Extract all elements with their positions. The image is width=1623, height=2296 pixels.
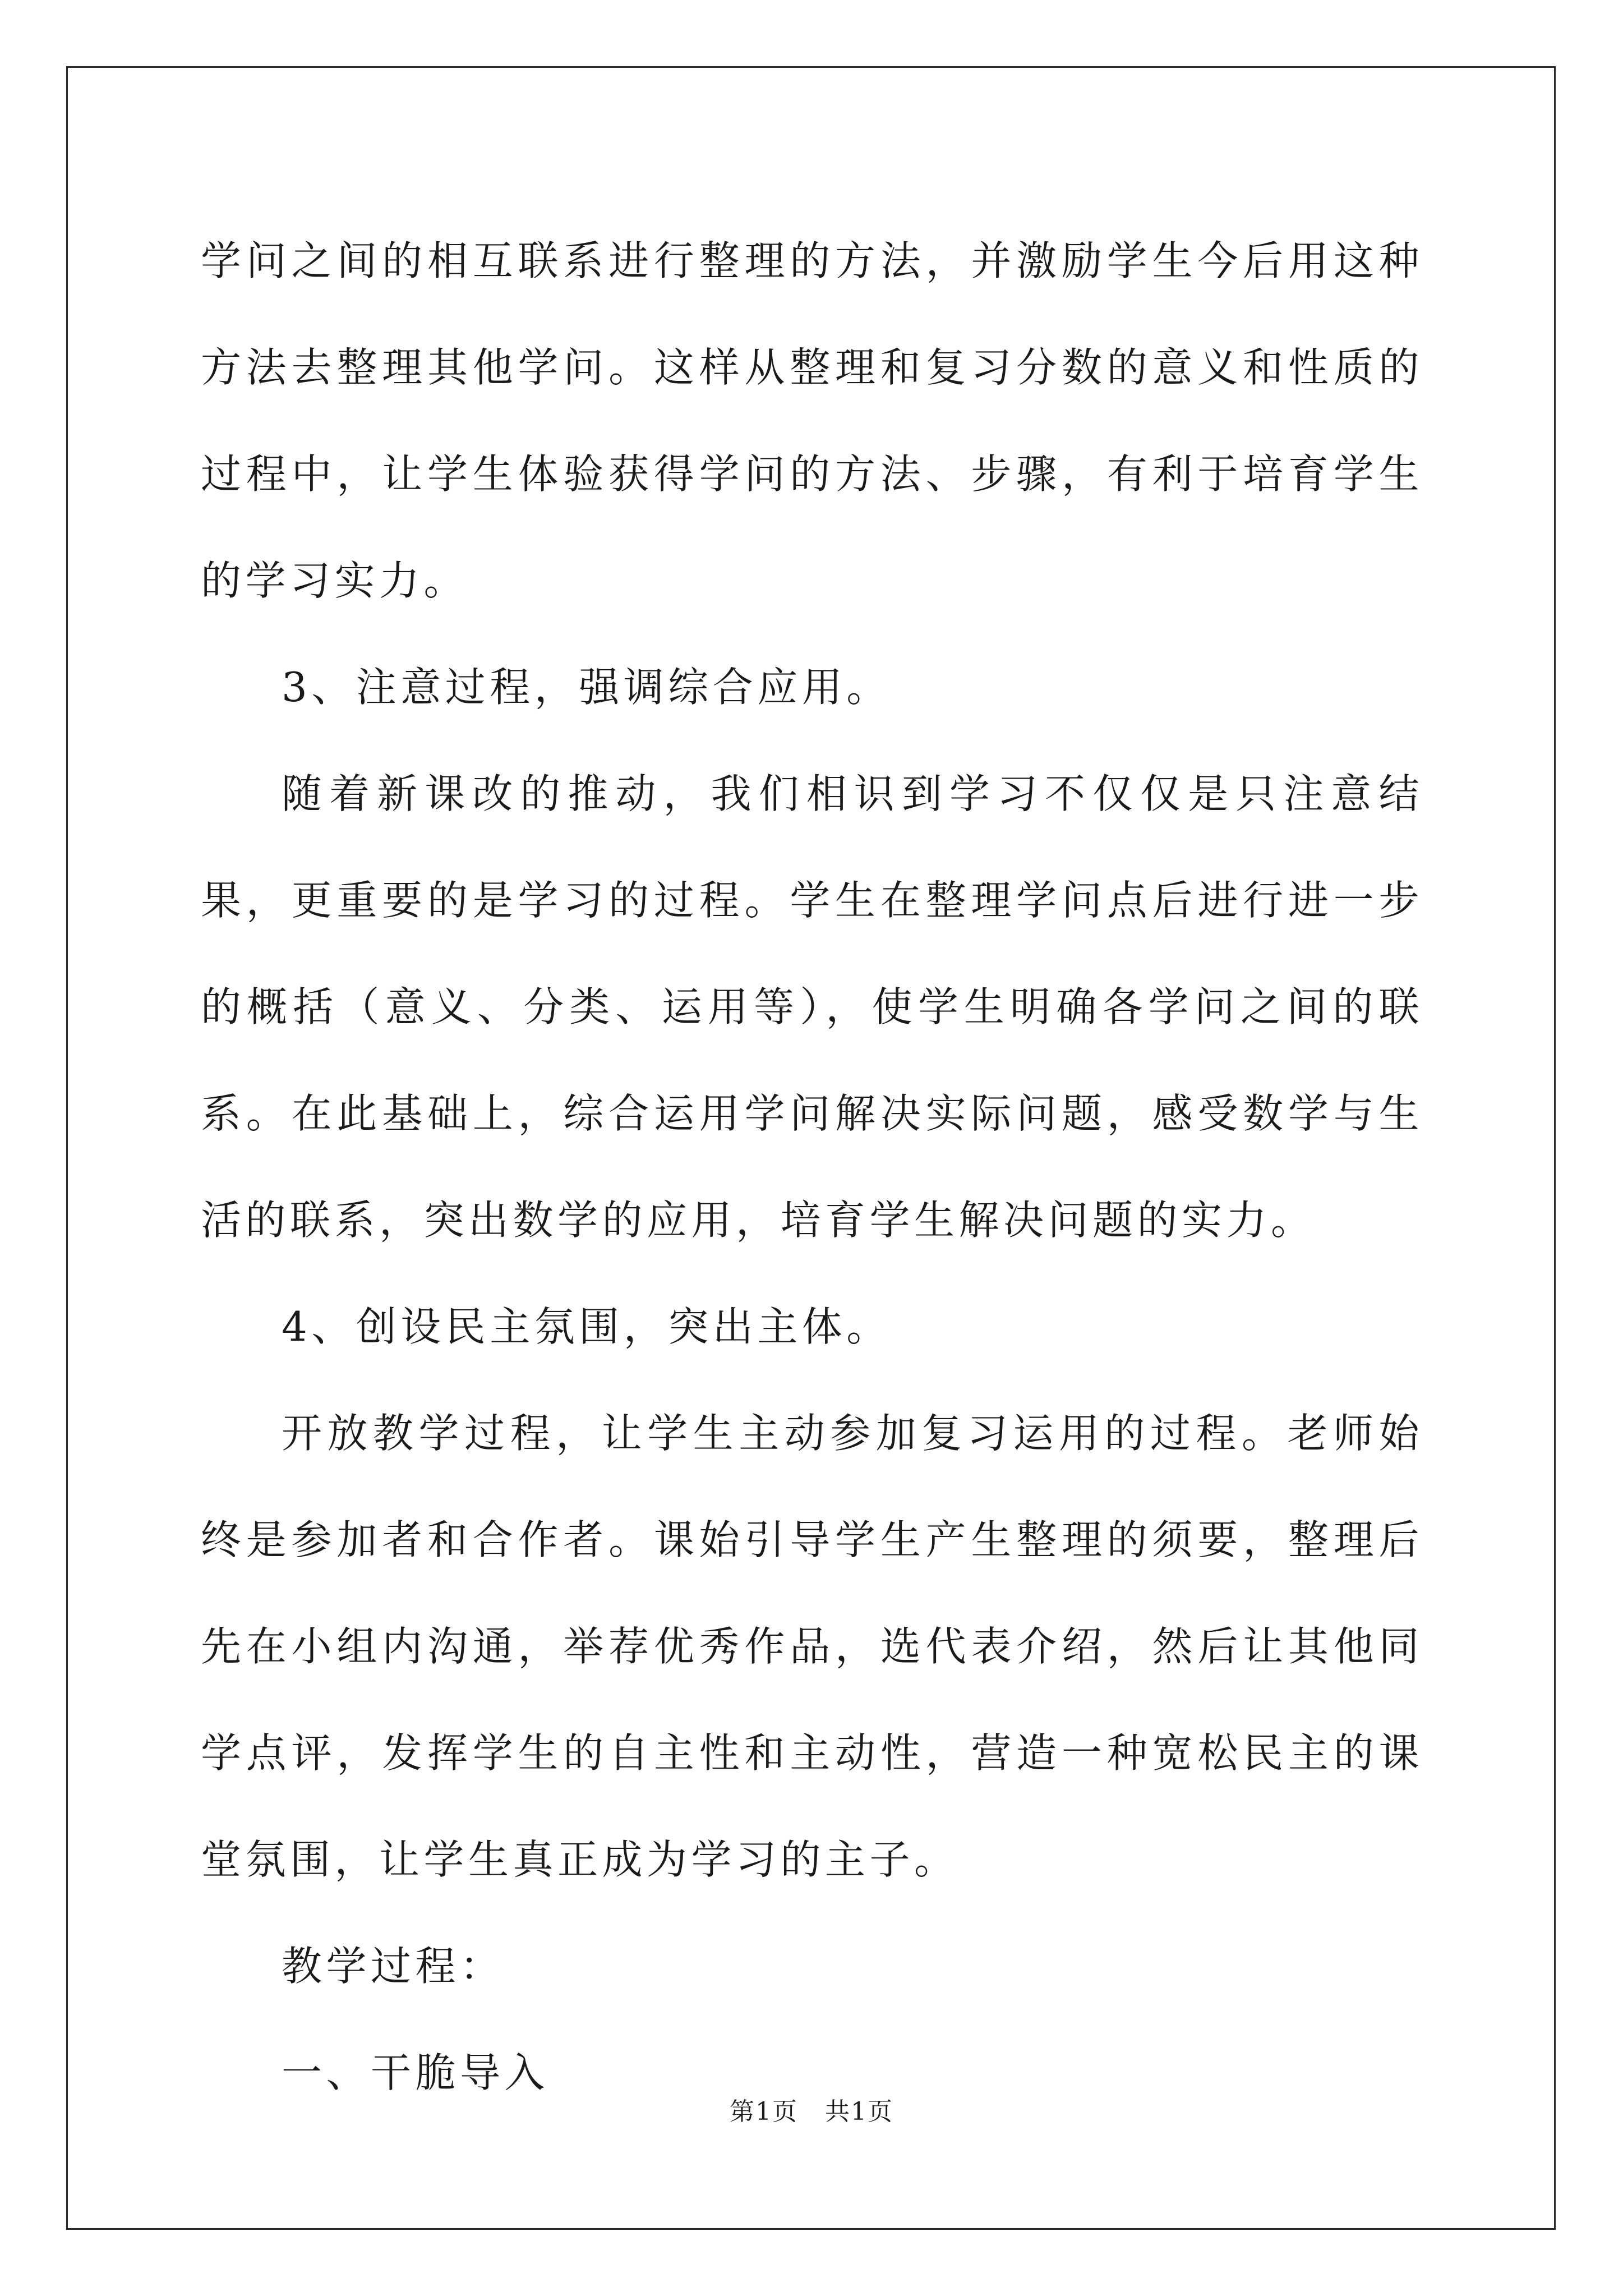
paragraph-5: 开放教学过程，让学生主动参加复习运用的过程。老师始终是参加者和合作者。课始引导学生产生整理的须要，整理后先在小组内沟通，举荐优秀作品，选代表介绍，然后让其他同学点评，发挥学生的自主性和主动性，营造一种宽松民主的课堂氛围，让学生真正成为学习的主子。: [201, 1410, 1423, 1883]
paragraph-3: 随着新课改的推动，我们相识到学习不仅仅是只注意结果，更重要的是学习的过程。学生在整理学问点后进行进一步的概括（意义、分类、运用等），使学生明确各学问之间的联系。在此基础上，综合运用学问解决实际问题，感受数学与生活的联系，突出数学的应用，培育学生解决问题的实力。: [201, 770, 1423, 1244]
page-total: 共1页: [824, 2097, 893, 2126]
paragraph-6: 教学过程：: [282, 1943, 505, 1990]
paragraph-4: 4、创设民主氛围，突出主体。: [282, 1303, 891, 1350]
paragraph-7: 一、干脆导入: [282, 2049, 550, 2096]
paragraph-2: 3、注意过程，强调综合应用。: [282, 664, 891, 711]
document-body: [201, 208, 1423, 2126]
paragraph-1: 学问之间的相互联系进行整理的方法，并激励学生今后用这种方法去整理其他学问。这样从整理和复习分数的意义和性质的过程中，让学生体验获得学问的方法、步骤，有利于培育学生的学习实力。: [201, 237, 1423, 604]
page-number: 第1页: [730, 2097, 799, 2126]
page-footer: [0, 2091, 1623, 2127]
